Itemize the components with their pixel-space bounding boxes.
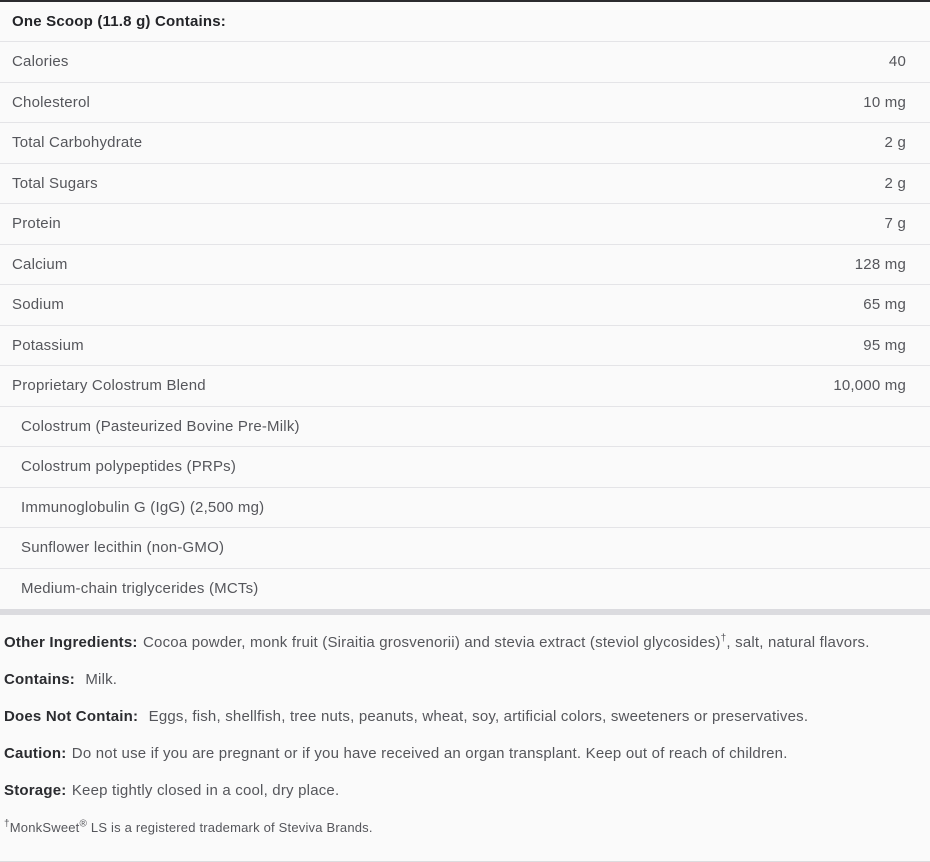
nutrient-value: 65 mg [863, 296, 906, 314]
brand-name: MonkSweet [9, 820, 80, 835]
blend-sub-row-polypeptides [0, 447, 930, 488]
registered-mark-superscript: ® [79, 818, 88, 830]
other-ingredients-paragraph [4, 631, 924, 654]
nutrient-row-calcium [0, 245, 930, 286]
nutrient-label: Immunoglobulin G (IgG) (2,500 mg) [21, 498, 265, 516]
nutrient-label: Calories [12, 53, 69, 71]
nutrient-label: Sodium [12, 296, 65, 314]
other-ingredients-text [143, 634, 870, 651]
nutrient-row-sodium [0, 285, 930, 326]
does-not-contain-text: Eggs, fish, shellfish, tree nuts, peanuts, wheat, soy, artificial colors, sweeteners or preservatives. [148, 708, 809, 725]
nutrient-value: 40 [888, 53, 906, 71]
nutrient-label: Calcium [12, 255, 68, 273]
nutrient-value: 128 mg [854, 255, 906, 273]
other-ingredients-text-before: Cocoa powder, monk fruit (Siraitia grosvenorii) and stevia extract (steviol glycosides) [143, 634, 721, 651]
nutrient-row-potassium [0, 326, 930, 367]
nutrient-label: Protein [12, 215, 61, 233]
nutrient-value: 2 g [884, 174, 906, 192]
nutrient-row-proprietary-blend [0, 366, 930, 407]
blend-sub-row-igg [0, 488, 930, 529]
nutrient-label: Cholesterol [12, 93, 91, 111]
blend-sub-row-sunflower-lecithin [0, 528, 930, 569]
nutrient-label: Potassium [12, 336, 84, 354]
nutrient-label: Total Sugars [12, 174, 98, 192]
nutrient-value: 7 g [884, 215, 906, 233]
nutrient-value: 95 mg [863, 336, 906, 354]
does-not-contain-paragraph [4, 705, 924, 728]
nutrient-label: Total Carbohydrate [12, 134, 143, 152]
nutrient-label: Medium-chain triglycerides (MCTs) [21, 580, 259, 598]
dagger-superscript: † [4, 818, 10, 830]
blend-sub-row-colostrum [0, 407, 930, 448]
nutrient-label: Colostrum (Pasteurized Bovine Pre-Milk) [21, 417, 300, 435]
blend-sub-row-mct [0, 569, 930, 610]
nutrient-row-cholesterol [0, 83, 930, 124]
storage-text: Keep tightly closed in a cool, dry place. [71, 782, 340, 799]
nutrient-row-total-sugars [0, 164, 930, 205]
caution-label: Caution: [4, 745, 67, 762]
serving-header: One Scoop (11.8 g) Contains: [0, 2, 930, 42]
nutrient-value: 2 g [884, 134, 906, 152]
caution-paragraph [4, 742, 924, 765]
nutrient-label: Colostrum polypeptides (PRPs) [21, 458, 237, 476]
other-ingredients-text-after: , salt, natural flavors. [726, 634, 870, 651]
nutrient-row-protein [0, 204, 930, 245]
caution-text: Do not use if you are pregnant or if you have received an organ transplant. Keep out of reach of children. [71, 745, 788, 762]
contains-text: Milk. [85, 671, 118, 688]
trademark-footnote [4, 816, 924, 839]
nutrient-row-total-carbohydrate [0, 123, 930, 164]
nutrient-value: 10 mg [863, 93, 906, 111]
nutrient-label: Sunflower lecithin (non-GMO) [21, 539, 225, 557]
nutrient-label: Proprietary Colostrum Blend [12, 377, 206, 395]
contains-paragraph [4, 668, 924, 691]
nutrient-row-calories [0, 42, 930, 83]
does-not-contain-label: Does Not Contain: [4, 708, 139, 725]
storage-paragraph [4, 779, 924, 802]
contains-label: Contains: [4, 671, 75, 688]
notes-section [0, 615, 930, 853]
nutrient-value: 10,000 mg [833, 377, 906, 395]
dagger-superscript: † [720, 633, 727, 644]
other-ingredients-label: Other Ingredients: [4, 634, 138, 651]
storage-label: Storage: [4, 782, 67, 799]
footnote-text: LS is a registered trademark of Steviva Brands. [87, 820, 373, 835]
